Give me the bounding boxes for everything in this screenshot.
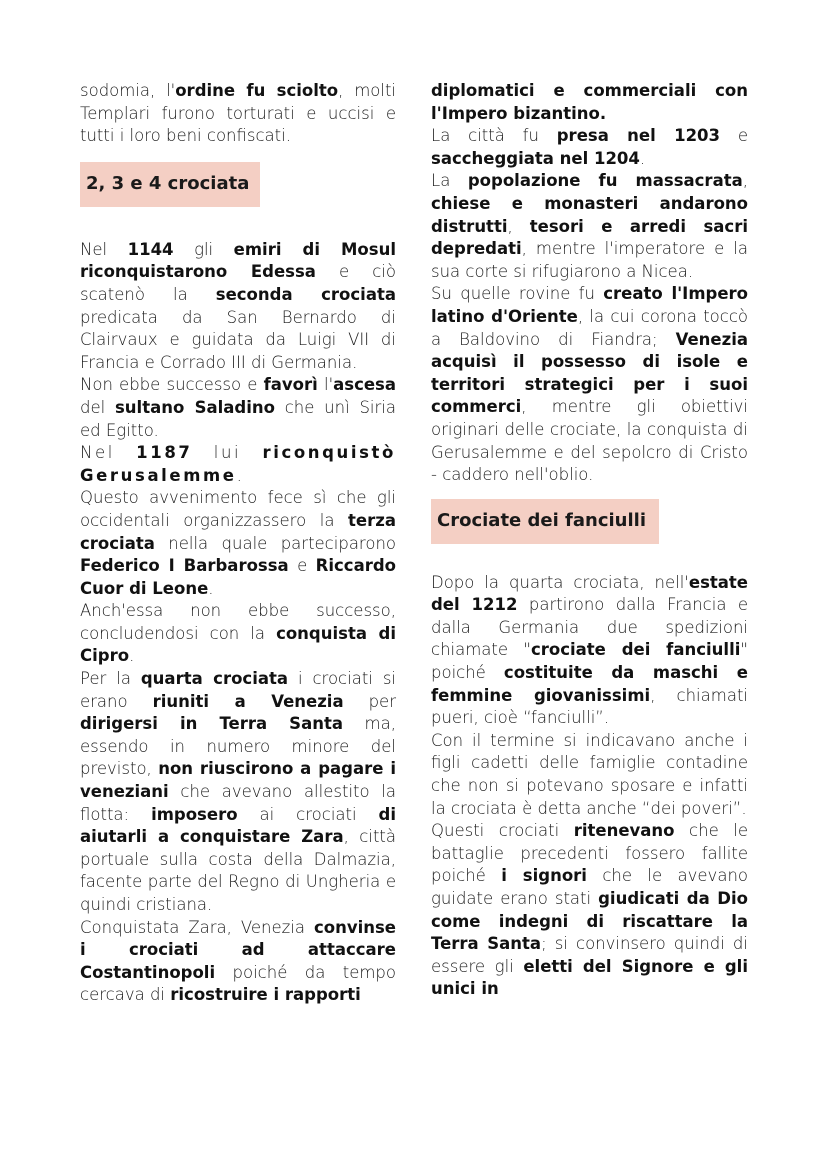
text: . [236,465,245,485]
paragraph [431,125,748,170]
bold-text: dirigersi in Terra Santa [80,714,343,734]
bold-text: emiri di Mosul riconquistarono Edessa [80,239,396,282]
text: , chiamati pueri, cioè “fanciulli”. [431,685,748,728]
text: , città portuale sulla costa della Dalmazia, facente parte del Regno di Ungheria e quindi cristiana. [80,827,396,914]
text: , [507,216,530,236]
bold-text: 1187 [136,443,193,463]
paragraph [80,442,396,487]
paragraph [80,80,396,148]
bold-text: ritenevano [573,821,675,841]
bold-text: favorì [263,375,318,395]
text: , molti Templari furono torturati e uccisi e tutti i loro beni confiscati. [80,81,397,146]
section-heading-crociate-dei-fanciulli: Crociate dei fanciulli [431,499,659,544]
bold-text: Federico I Barbarossa [80,556,289,576]
text: Questo avvenimento fece sì che gli occidentali organizzassero la [80,488,396,530]
text: Con il termine si indicavano anche i figli cadetti delle famiglie contadine che non si potevano sposare e infatti la crociata è detta anche “dei poveri”. [431,730,748,818]
text: . [129,646,135,666]
text: ; si convinsero quindi di essere gli [431,934,748,976]
bold-text: Riccardo Cuor di Leone [80,556,396,598]
bold-text: creato l'Impero latino d'Oriente [431,284,748,326]
paragraph [80,239,396,375]
left-column [80,80,396,1007]
text: ma, essendo in numero minore del previsto, [80,714,396,779]
paragraph [80,668,396,917]
text: partirono dalla Francia e dalla Germania due spedizioni chiamate " [431,595,748,660]
paragraph [80,374,396,442]
bold-text: terza crociata [80,510,396,553]
bold-text: di aiutarli a conquistare Zara [80,804,396,847]
bold-text: imposero [151,804,238,824]
bold-text: diplomatici e commerciali con l'Impero bizantino. [431,81,748,123]
text: che le battaglie precedenti fossero fallite poiché [431,821,748,886]
text: che avevano allestito la flotta: [80,782,396,824]
bold-text: i signori [501,866,587,886]
bold-text: saccheggiata nel 1204 [431,148,640,168]
text: Non ebbe successo e [80,375,264,395]
text: Nel [80,239,128,259]
section-heading-2-3-4-crociata: 2, 3 e 4 crociata [80,162,260,207]
bold-text: conquista di Cipro [80,623,397,666]
bold-text: costituite da maschi e femmine giovanissimi [431,663,748,705]
text: Per la [80,669,141,689]
text: che unì Siria ed Egitto. [80,397,396,440]
text: , [742,171,748,191]
text: poiché da tempo cercava di [80,962,396,1005]
right-column [431,80,748,1001]
text: del [80,397,115,417]
bold-text: ascesa [333,375,396,395]
text: e [288,556,316,576]
text: , la cui corona toccò a Baldovino di Fiandra; [431,306,749,349]
text: l' [317,375,334,395]
text: Conquistata Zara, Venezia [80,917,314,937]
bold-text: giudicati da Dio come indegni di riscattare la Terra Santa [431,889,748,954]
text: . [639,148,646,168]
text: Questi crociati [431,821,574,841]
text: Su quelle rovine fu [431,284,604,304]
bold-text: estate del 1212 [431,572,748,615]
paragraph [80,600,396,668]
bold-text: ordine fu sciolto [175,81,339,100]
text: sodomia, l' [80,81,176,100]
bold-text: popolazione fu massacrata [467,171,743,191]
bold-text: ricostruire i rapporti [170,985,361,1005]
paragraph [431,572,748,730]
text: e ciò scatenò la [80,262,396,304]
bold-text: riuniti a Venezia [152,691,344,711]
text: Anch'essa non ebbe successo, concludendosi con la [80,601,396,643]
bold-text: Venezia acquisì il possesso di isole e territori strategici per i suoi commerci [431,329,748,417]
text: lui [192,443,263,463]
bold-text: riconquistò Gerusalemme [80,443,396,485]
text: per [343,691,396,711]
bold-text: seconda crociata [215,284,396,304]
bold-text: crociate dei fanciulli [530,640,741,660]
bold-text: chiese e monasteri andarono distrutti [431,193,748,236]
text: . [208,578,214,598]
paragraph [80,917,396,1007]
paragraph [431,820,748,1001]
bold-text: quarta crociata [140,669,289,689]
text: predicata da San Bernardo di Clairvaux e guidata da Luigi VII di Francia e Corrado III di Germania. [80,307,396,372]
bold-text: tesori e arredi sacri depredati [431,216,748,259]
paragraph [431,283,748,486]
text: La città fu [431,126,557,146]
text: Nel [80,443,137,463]
paragraph [80,487,396,600]
bold-text: sultano Saladino [114,397,275,417]
bold-text: 1144 [127,239,174,259]
text: ai crociati [237,804,379,824]
text: e [720,126,748,146]
text: che le avevano guidate erano stati [431,866,748,908]
text: gli [173,239,234,259]
paragraph [431,80,748,125]
bold-text: eletti del Signore e gli unici in [431,956,748,999]
paragraph [431,730,748,820]
text: " poiché [431,640,748,683]
bold-text: presa nel 1203 [556,126,721,146]
text: , mentre gli obiettivi originari delle crociate, la conquista di Gerusalemme e del sepolcro di Cristo - caddero nell'oblio. [431,397,748,485]
paragraph [431,170,748,283]
bold-text: non riuscirono a pagare i veneziani [80,759,396,802]
bold-text: convinse i crociati ad attaccare Costantinopoli [80,917,396,982]
text: , mentre l'imperatore e la sua corte si rifugiarono a Nicea. [431,239,748,281]
text: Dopo la quarta crociata, nell' [431,572,689,592]
text: i crociati si erano [80,669,396,711]
text: La [431,171,468,191]
text: nella quale parteciparono [154,533,396,553]
